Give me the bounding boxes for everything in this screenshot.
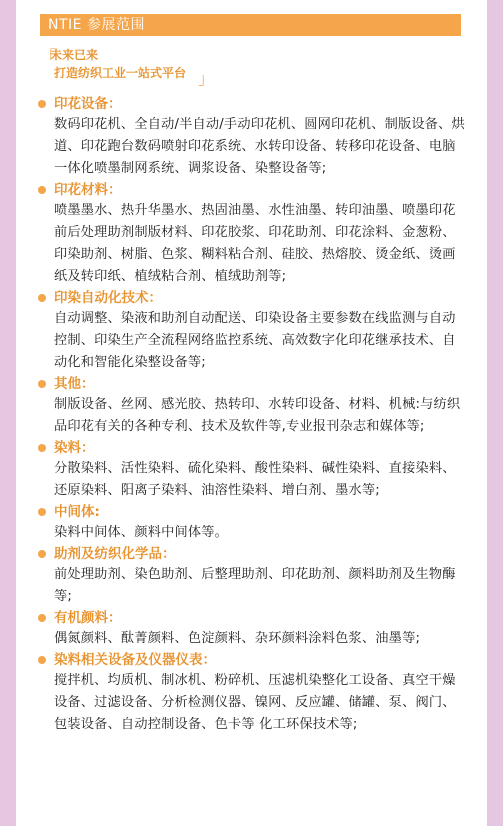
section-title: 印花材料：	[36, 180, 468, 200]
close-quote: 」	[198, 69, 215, 88]
bullet-dot-icon	[38, 380, 46, 388]
section-title: 有机颜料：	[36, 608, 468, 628]
section-body: 喷墨墨水、热升华墨水、热固油墨、水性油墨、转印油墨、喷墨印花前后处理助剂制版材料、印花胶浆、印花助剂、印花涂料、金葱粉、印染助剂、树脂、色浆、糊料粘合剂、硅胶、热熔胶、烫金纸、烫画纸及转印纸、植绒粘合剂、植绒助剂等;	[54, 203, 456, 284]
section-organic-pigments	[36, 608, 468, 650]
section-other	[36, 374, 468, 438]
bullet-dot-icon	[38, 444, 46, 452]
section-printing-materials	[36, 180, 468, 288]
section-body: 偶氮颜料、酞菁颜料、色淀颜料、杂环颜料涂料色浆、油墨等;	[54, 631, 421, 646]
section-auxiliaries	[36, 544, 468, 608]
section-title: 印花设备：	[36, 94, 468, 114]
section-title: 染料相关设备及仪器仪表：	[36, 650, 468, 670]
section-body: 制版设备、丝网、感光胶、热转印、水转印设备、材料、机械:与纺织品印花有关的各种专利、技术及软件等,专业报刊杂志和媒体等;	[54, 397, 461, 434]
section-dyes	[36, 438, 468, 502]
section-body: 自动调整、染液和助剂自动配送、印染设备主要参数在线监测与自动 控制、印染生产全流程网络监控系统、高效数字化印花继承技术、自动化和智能化染整设备等;	[54, 311, 456, 370]
section-header: NTIE 参展范围	[40, 14, 461, 36]
exhibit-scope-list	[36, 94, 468, 736]
section-body: 前处理助剂、染色助剂、后整理助剂、印花助剂、颜料助剂及生物酶等;	[54, 567, 456, 604]
section-title: 印染自动化技术：	[36, 288, 468, 308]
section-title: 助剂及纺织化学品：	[36, 544, 468, 564]
bullet-dot-icon	[38, 294, 46, 302]
bullet-dot-icon	[38, 614, 46, 622]
open-quote: 「	[40, 47, 57, 66]
section-intermediates	[36, 502, 468, 544]
slogan-line-1: 未来已来	[50, 48, 99, 62]
section-body: 搅拌机、均质机、制冰机、粉碎机、压滤机染整化工设备、真空干燥设备、过滤设备、分析检测仪器、镍网、反应罐、储罐、泵、阀门、包装设备、自动控制设备、色卡等 化工环保技术等;	[54, 673, 456, 732]
section-body: 数码印花机、全自动/半自动/手动印花机、圆网印花机、制版设备、烘道、印花跑台数码喷射印花系统、水转印设备、转移印花设备、电脑一体化喷墨制网系统、调浆设备、染整设备等;	[54, 117, 465, 176]
section-title: 染料：	[36, 438, 468, 458]
section-automation	[36, 288, 468, 374]
bullet-dot-icon	[38, 100, 46, 108]
bullet-dot-icon	[38, 186, 46, 194]
section-body: 染料中间体、颜料中间体等。	[54, 525, 229, 540]
section-title: 中间体:	[36, 502, 468, 522]
section-title: 其他：	[36, 374, 468, 394]
bullet-dot-icon	[38, 508, 46, 516]
bullet-dot-icon	[38, 550, 46, 558]
section-body: 分散染料、活性染料、硫化染料、酸性染料、碱性染料、直接染料、还原染料、阳离子染料、油溶性染料、增白剂、墨水等;	[54, 461, 456, 498]
section-printing-equipment	[36, 94, 468, 180]
slogan-line-2: 打造纺织工业一站式平台	[54, 66, 187, 80]
bullet-dot-icon	[38, 656, 46, 664]
section-dye-equipment	[36, 650, 468, 736]
slogan	[40, 46, 215, 88]
